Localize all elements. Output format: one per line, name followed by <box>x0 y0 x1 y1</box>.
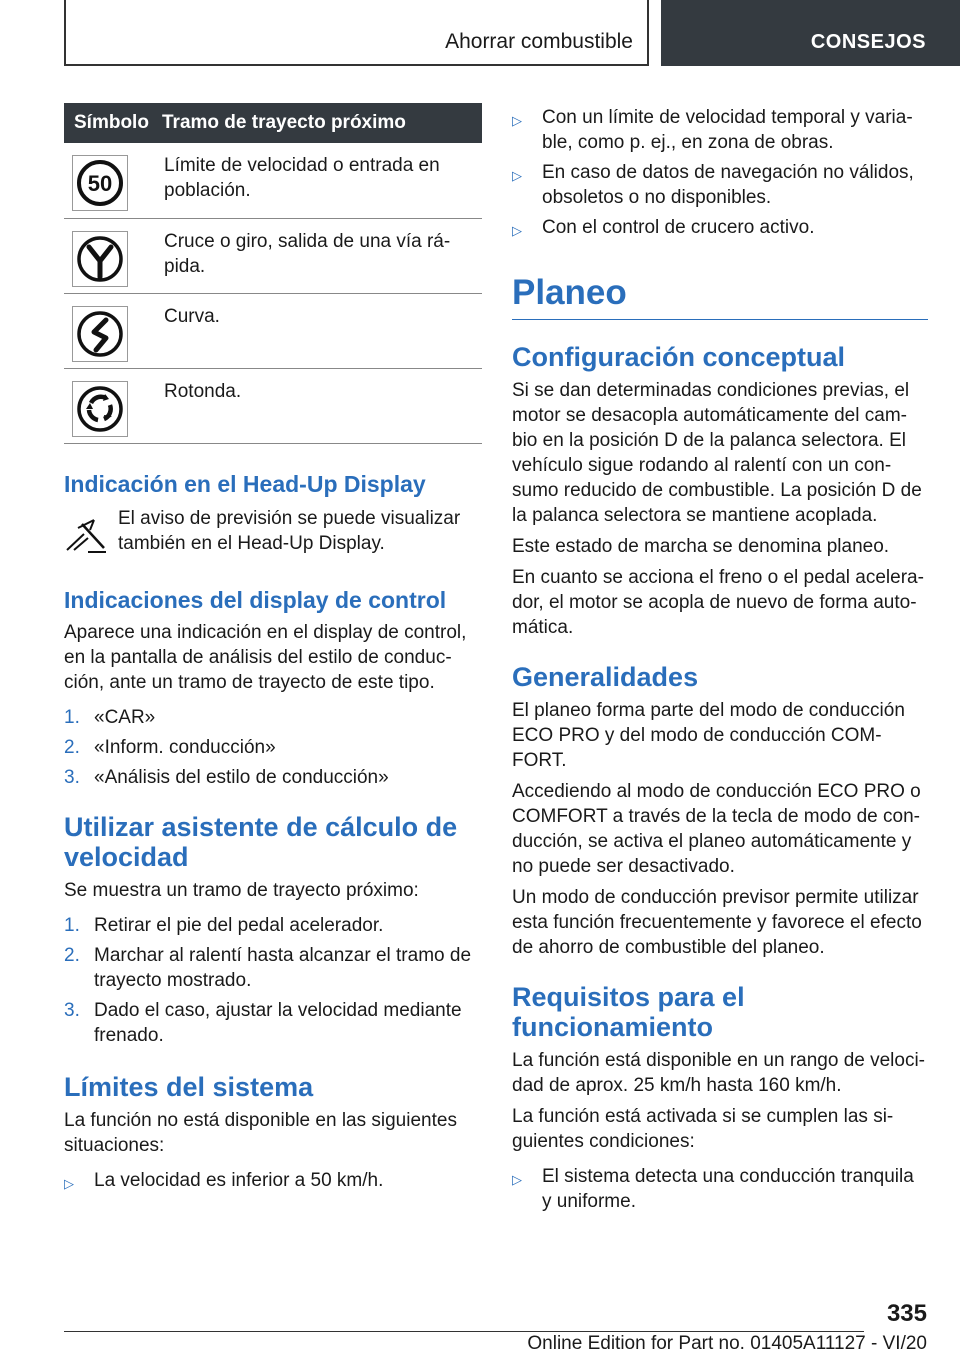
header-section-tab <box>661 0 960 66</box>
assist-heading: Utilizar asistente de cálculo de velocidad <box>64 811 458 872</box>
control-text: Aparece una indicación en el display de control, en la pantalla de análisis del estilo de conduc-ción, ante un tramo de trayecto de este tipo. <box>64 621 467 693</box>
list-item: ▷ El sistema detecta una conducción tranquila y uniforme. <box>512 1166 914 1212</box>
table-row <box>64 368 482 443</box>
footer-edition: Online Edition for Part no. 01405A11127 - VI/20 <box>527 1333 927 1354</box>
limits-list-left <box>64 1168 482 1196</box>
page-number: 335 <box>886 1300 927 1327</box>
list-item: 1. Retirar el pie del pedal acelerador. <box>64 914 384 936</box>
left-column <box>64 103 482 1201</box>
limits-heading: Límites del sistema <box>64 1071 314 1102</box>
curve-icon <box>72 306 128 362</box>
control-steps <box>64 705 482 790</box>
junction-icon <box>72 231 128 287</box>
list-item: 2. Marchar al ralentí hasta alcanzar el tramo de trayecto mostrado. <box>64 944 472 991</box>
bullet-triangle-icon: ▷ <box>512 223 522 238</box>
list-item: 3. «Análisis del estilo de conducción» <box>64 766 389 788</box>
requirements-list <box>512 1164 928 1214</box>
roundabout-icon <box>72 381 128 437</box>
list-item: 3. Dado el caso, ajustar la velocidad mediante frenado. <box>64 999 462 1046</box>
right-column <box>512 103 928 1219</box>
planeo-heading: Planeo <box>512 273 928 320</box>
list-item: ▷ Con un límite de velocidad temporal y varia-ble, como p. ej., en zona de obras. <box>512 107 913 153</box>
hud-heading: Indicación en el Head-Up Display <box>64 470 426 497</box>
general-paragraph-1: El planeo forma parte del modo de conducción ECO PRO y del modo de conducción COM-FORT. <box>512 700 905 771</box>
concept-paragraph-3: En cuanto se acciona el freno o el pedal acelera-dor, el motor se acopla de nuevo de forma auto-mática. <box>512 567 924 638</box>
hud-text: El aviso de previsión se puede visualizar también en el Head-Up Display. <box>118 507 461 554</box>
table-header-section: Tramo de trayecto próximo <box>162 103 482 143</box>
symbol-table-header <box>64 103 482 143</box>
list-item: ▷ La velocidad es inferior a 50 km/h. <box>64 1168 482 1196</box>
assist-text: Se muestra un tramo de trayecto próximo: <box>64 879 419 901</box>
concept-heading: Configuración conceptual <box>512 342 846 372</box>
speed-limit-value: 50 <box>87 171 113 196</box>
speed-limit-50-icon <box>72 155 128 211</box>
list-item: ▷ Con el control de crucero activo. <box>512 215 928 243</box>
general-paragraph-2: Accediendo al modo de conducción ECO PRO o COMFORT a través de la tecla de modo de con-ducción, se activa el planeo automáticamente y no puede ser desactivado. <box>512 781 921 877</box>
table-header-symbol: Símbolo <box>64 103 162 143</box>
limits-list-right <box>512 105 928 243</box>
table-cell-text: Cruce o giro, salida de una vía rá-pida. <box>162 218 482 293</box>
header-title-box <box>64 0 649 66</box>
bullet-triangle-icon: ▷ <box>512 113 522 128</box>
requirements-paragraph-1: La función está disponible en un rango de veloci-dad de aprox. 25 km/h hasta 160 km/h. <box>512 1050 926 1096</box>
header-section-label: CONSEJOS <box>810 31 926 53</box>
requirements-paragraph-2: La función está activada si se cumplen las si-guientes condiciones: <box>512 1106 894 1152</box>
general-paragraph-3: Un modo de conducción previsor permite utilizar esta función frecuentemente y favorece el efecto de ahorro de combustible del planeo. <box>512 887 922 958</box>
table-row <box>64 293 482 368</box>
list-item: ▷ En caso de datos de navegación no válidos, obsoletos o no disponibles. <box>512 162 914 208</box>
assist-steps <box>64 913 482 1048</box>
general-heading: Generalidades <box>512 662 699 692</box>
head-up-display-icon <box>64 512 110 558</box>
limits-text: La función no está disponible en las siguientes situaciones: <box>64 1109 457 1156</box>
concept-paragraph-1: Si se dan determinadas condiciones previas, el motor se desacopla automáticamente del cam-bio en la posición D de la palanca selectora. El vehículo sigue rodando al ralentí con un con-sumo reducido de combustible. La posición D de la palanca selectora se mantiene acoplada. <box>512 380 922 526</box>
bullet-triangle-icon: ▷ <box>64 1175 74 1191</box>
concept-paragraph-2: Este estado de marcha se denomina planeo. <box>512 536 890 557</box>
control-heading: Indicaciones del display de control <box>64 586 447 613</box>
list-item: 2. «Inform. conducción» <box>64 736 276 758</box>
requirements-heading: Requisitos para el funcionamiento <box>512 982 745 1042</box>
table-row <box>64 218 482 293</box>
footer-divider <box>64 1331 864 1332</box>
bullet-triangle-icon: ▷ <box>512 1172 522 1187</box>
symbol-table <box>64 103 482 444</box>
table-cell-text: Límite de velocidad o entrada en población. <box>162 143 482 218</box>
header-title: Ahorrar combustible <box>445 30 633 53</box>
hud-note <box>64 506 482 558</box>
table-row <box>64 143 482 218</box>
table-cell-text: Rotonda. <box>162 368 482 443</box>
bullet-triangle-icon: ▷ <box>512 168 522 183</box>
list-item: 1. «CAR» <box>64 706 156 728</box>
table-cell-text: Curva. <box>162 293 482 368</box>
